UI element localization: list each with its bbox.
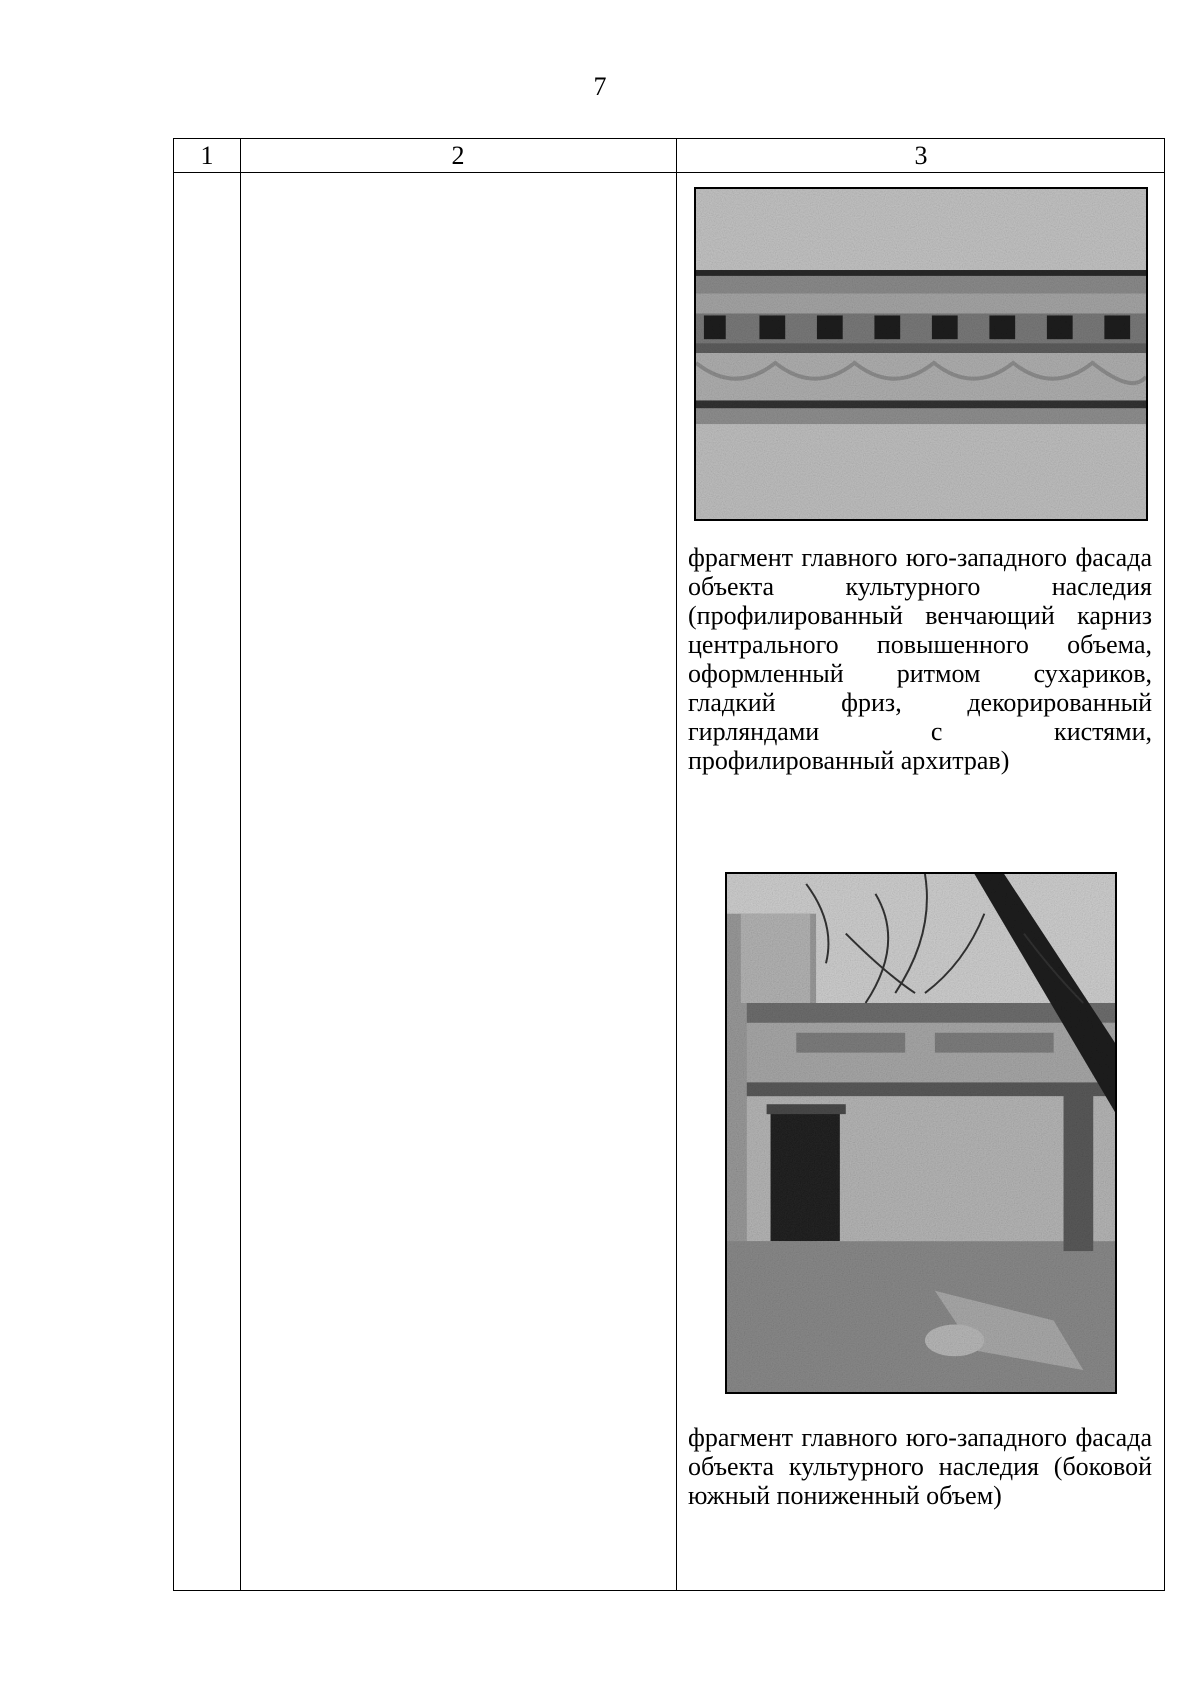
column-divider bbox=[676, 139, 677, 1590]
page-number: 7 bbox=[593, 72, 607, 101]
side-volume-facade-image bbox=[727, 874, 1115, 1392]
header-divider bbox=[174, 172, 1164, 173]
column-divider bbox=[240, 139, 241, 1590]
photo-caption: фрагмент главного юго-западного фасада объекта культурного наследия (профилированный венчающий карниз центрального повышенного объема, оформленный ритмом сухариков, гладкий фриз, декорированный гирляндами с кистями, профилированный архитрав) bbox=[688, 543, 1152, 775]
column-header-2: 2 bbox=[451, 141, 465, 170]
side-volume-facade-photo bbox=[725, 872, 1117, 1394]
heritage-table bbox=[173, 138, 1165, 1591]
column-header-1: 1 bbox=[200, 141, 214, 170]
cornice-fragment-image bbox=[696, 189, 1146, 519]
cornice-fragment-photo bbox=[694, 187, 1148, 521]
column-header-3: 3 bbox=[914, 141, 928, 170]
photo-caption: фрагмент главного юго-западного фасада объекта культурного наследия (боковой южный пониженный объем) bbox=[688, 1423, 1152, 1510]
